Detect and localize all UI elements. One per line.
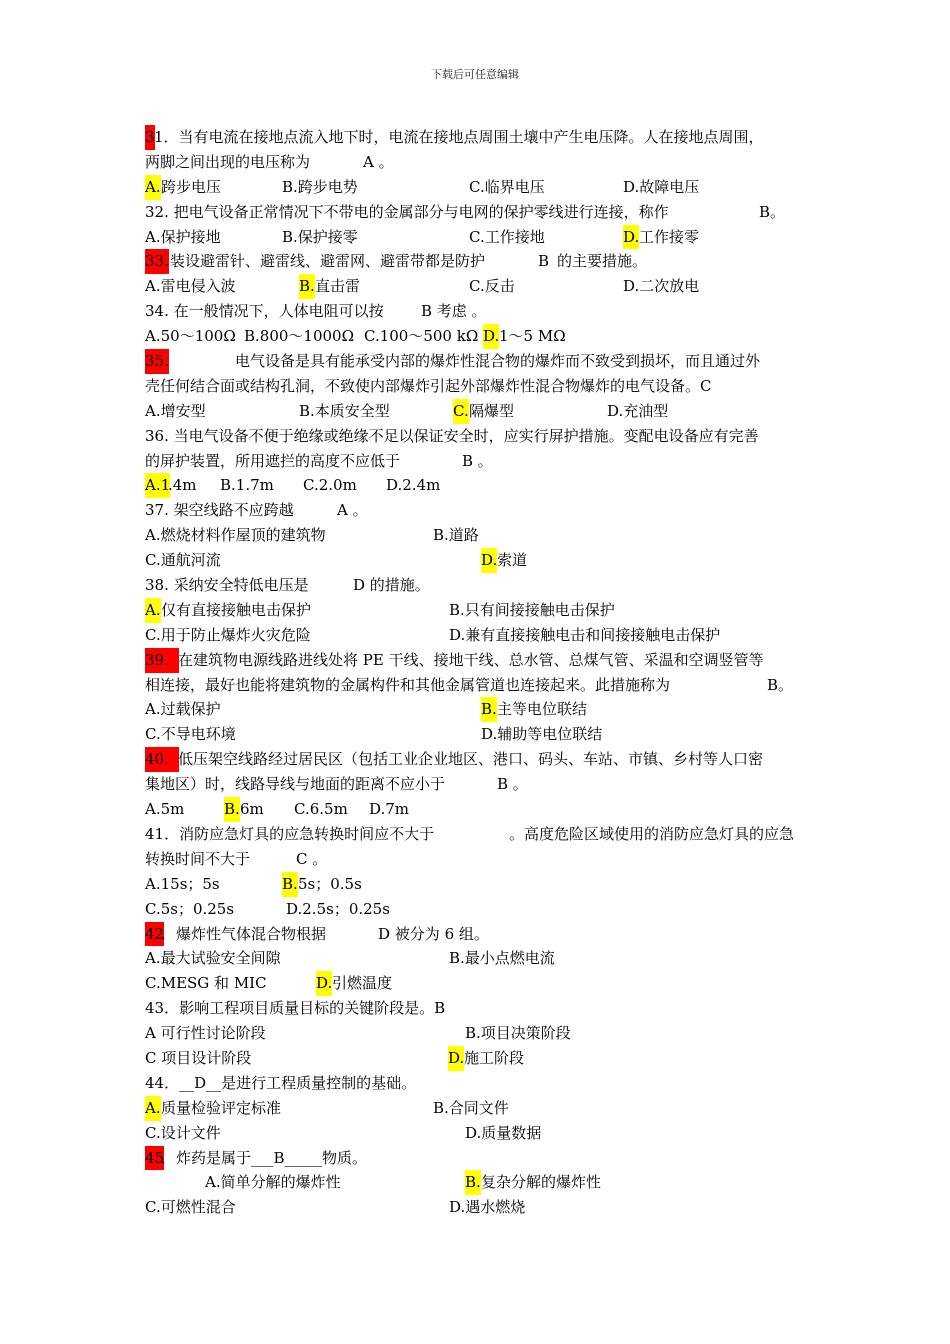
text-line: [145, 573, 835, 598]
text-segment: A.燃烧材料作屋顶的建筑物: [145, 526, 326, 545]
text-segment: C.5s；0.25s: [145, 899, 235, 918]
text-segment: C.临界电压: [469, 177, 545, 196]
answer-highlight: D.: [448, 1046, 464, 1071]
text-line: [145, 548, 835, 573]
text-segment: A.简单分解的爆炸性: [205, 1173, 341, 1192]
text-line: [145, 1046, 835, 1071]
text-segment: A.保护接地: [145, 227, 221, 246]
text-segment: D 的措施。: [353, 576, 430, 595]
text-segment: 44．__D__是进行工程质量控制的基础。: [145, 1073, 417, 1092]
question-number-highlight: 42: [145, 922, 164, 947]
text-segment: C.反击: [469, 277, 515, 296]
page-header: 下载后可任意编辑: [431, 68, 519, 81]
text-segment: D.2.4m: [386, 476, 441, 495]
question-number-highlight: 33.: [145, 249, 169, 274]
text-segment: B。: [767, 675, 794, 694]
text-segment: A.雷电侵入波: [145, 277, 236, 296]
text-segment: D.2.5s；0.25s: [286, 899, 390, 918]
text-line: [145, 399, 835, 424]
text-line: [145, 349, 835, 374]
text-segment: .4m: [168, 476, 197, 495]
text-segment: C.设计文件: [145, 1123, 221, 1142]
text-segment: 集地区）时，线路导线与地面的距离不应小于: [145, 775, 446, 794]
text-segment: C.100～500 kΩ: [364, 327, 479, 346]
text-segment: 低压架空线路经过居民区（包括工业企业地区、港口、码头、车站、市镇、乡村等人口密: [178, 750, 764, 769]
text-segment: D.辅助等电位联结: [481, 725, 603, 744]
answer-highlight: A.1: [145, 473, 170, 498]
text-segment: C.MESG 和 MIC: [145, 974, 267, 993]
text-line: [145, 1096, 835, 1121]
text-line: [145, 175, 835, 200]
text-segment: 引燃温度: [332, 974, 393, 993]
text-segment: C.6.5m: [294, 800, 348, 819]
text-segment: D.二次放电: [623, 277, 700, 296]
text-line: [145, 747, 835, 772]
answer-highlight: D.: [316, 971, 332, 996]
text-segment: D.充油型: [607, 401, 669, 420]
answer-highlight: D.: [483, 324, 499, 349]
text-segment: 索道: [497, 551, 528, 570]
text-segment: D.遇水燃烧: [449, 1198, 526, 1217]
text-line: [145, 946, 835, 971]
text-segment: 壳任何结合面或结构孔洞，不致使内部爆炸引起外部爆炸性混合物爆炸的电气设备。C: [145, 376, 712, 395]
text-line: [145, 299, 835, 324]
text-segment: D 被分为 6 组。: [378, 924, 489, 943]
text-line: [145, 872, 835, 897]
text-segment: 主等电位联结: [497, 700, 588, 719]
text-line: [145, 1170, 835, 1195]
text-line: [145, 449, 835, 474]
text-line: [145, 249, 835, 274]
text-segment: 复杂分解的爆炸性: [481, 1173, 602, 1192]
text-segment: 隔爆型: [469, 401, 515, 420]
text-line: [145, 424, 835, 449]
answer-highlight: C.: [453, 399, 469, 424]
answer-highlight: A.: [145, 175, 161, 200]
text-segment: 1～5 MΩ: [499, 327, 566, 346]
text-segment: 34. 在一般情况下，人体电阻可以按: [145, 302, 384, 321]
answer-highlight: D.: [481, 548, 497, 573]
text-line: [145, 996, 835, 1021]
answer-highlight: B.: [224, 797, 240, 822]
text-line: [145, 822, 835, 847]
text-segment: 在建筑物电源线路进线处将 PE 干线、接地干线、总水管、总煤气管、采温和空调竖管等: [178, 650, 764, 669]
text-line: [145, 1121, 835, 1146]
answer-highlight: B.: [465, 1170, 481, 1195]
question-number-highlight: 40．: [145, 747, 179, 772]
text-segment: B。: [759, 202, 786, 221]
text-segment: 转换时间不大于: [145, 849, 251, 868]
text-segment: 37. 架空线路不应跨越: [145, 501, 294, 520]
text-segment: B.只有间接接触电击保护: [449, 600, 615, 619]
text-segment: 的主要措施。: [557, 252, 648, 271]
text-segment: C.不导电环境: [145, 725, 236, 744]
text-segment: B.项目决策阶段: [465, 1024, 571, 1043]
text-segment: B.800～1000Ω: [244, 327, 355, 346]
text-segment: A.最大试验安全间隙: [145, 949, 281, 968]
text-segment: B 考虑 。: [421, 302, 487, 321]
text-segment: 32. 把电气设备正常情况下不带电的金属部分与电网的保护零线进行连接，称作: [145, 202, 669, 221]
text-segment: A.5m: [145, 800, 185, 819]
text-segment: 。高度危险区域使用的消防应急灯具的应急: [509, 824, 795, 843]
text-segment: B.跨步电势: [282, 177, 358, 196]
text-segment: A.增安型: [145, 401, 206, 420]
text-segment: C 。: [296, 849, 328, 868]
text-line: [145, 374, 835, 399]
text-line: [145, 697, 835, 722]
text-segment: C 项目设计阶段: [145, 1048, 252, 1067]
answer-highlight: B.: [282, 872, 298, 897]
text-segment: C.用于防止爆炸火灾危险: [145, 625, 311, 644]
text-segment: C.通航河流: [145, 551, 221, 570]
text-segment: B.保护接零: [282, 227, 358, 246]
text-line: [145, 324, 835, 349]
text-segment: 43．影响工程项目质量目标的关键阶段是。B: [145, 999, 446, 1018]
text-segment: 38. 采纳安全特低电压是: [145, 576, 309, 595]
text-segment: A 。: [363, 152, 394, 171]
question-number-highlight: 39．: [145, 648, 179, 673]
answer-highlight: B.: [481, 697, 497, 722]
text-line: [145, 1021, 835, 1046]
text-segment: 5s；0.5s: [298, 874, 362, 893]
text-line: [145, 498, 835, 523]
text-segment: D.质量数据: [465, 1123, 542, 1142]
text-segment: B 。: [462, 451, 493, 470]
text-line: [145, 673, 835, 698]
text-line: [145, 200, 835, 225]
text-line: [145, 1146, 835, 1171]
text-segment: 仅有直接接触电击保护: [161, 600, 312, 619]
text-line: [145, 225, 835, 250]
answer-highlight: A.: [145, 1096, 161, 1121]
text-segment: A.15s；5s: [145, 874, 220, 893]
text-line: [145, 125, 835, 150]
text-segment: D.7m: [369, 800, 410, 819]
text-line: [145, 772, 835, 797]
text-segment: ．炸药是属于___B_____物质。: [161, 1148, 368, 1167]
text-line: [145, 523, 835, 548]
text-segment: B.道路: [433, 526, 479, 545]
question-number-highlight: 45: [145, 1146, 164, 1171]
text-line: [145, 274, 835, 299]
text-line: [145, 847, 835, 872]
text-segment: 直击雷: [315, 277, 361, 296]
answer-highlight: D.: [623, 225, 639, 250]
text-line: [145, 797, 835, 822]
text-segment: 两脚之间出现的电压称为: [145, 152, 311, 171]
text-line: [145, 971, 835, 996]
text-line: [145, 922, 835, 947]
text-segment: A 。: [337, 501, 368, 520]
text-line: [145, 598, 835, 623]
text-line: [145, 1071, 835, 1096]
text-line: [145, 623, 835, 648]
text-segment: B: [538, 252, 550, 271]
text-segment: 相连接，最好也能将建筑物的金属构件和其他金属管道也连接起来。此措施称为: [145, 675, 671, 694]
text-segment: B.本质安全型: [299, 401, 390, 420]
text-segment: 施工阶段: [464, 1048, 525, 1067]
text-line: [145, 150, 835, 175]
text-segment: 质量检验评定标准: [161, 1098, 282, 1117]
text-segment: B.合同文件: [433, 1098, 509, 1117]
text-segment: 1．当有电流在接地点流入地下时，电流在接地点周围土壤中产生电压降。人在接地点周围，: [154, 128, 764, 146]
text-segment: B 。: [497, 775, 528, 794]
text-segment: 工作接零: [639, 227, 700, 246]
question-number-highlight: 3: [145, 125, 155, 150]
text-segment: D.故障电压: [623, 177, 700, 196]
text-line: [145, 473, 835, 498]
text-segment: B.1.7m: [220, 476, 274, 495]
text-line: [145, 1195, 835, 1220]
text-segment: D.兼有直接接触电击和间接接触电击保护: [449, 625, 721, 644]
text-segment: 装设避雷针、避雷线、避雷网、避雷带都是防护: [170, 252, 486, 271]
text-segment: B.最小点燃电流: [449, 949, 555, 968]
text-segment: 的屏护装置，所用遮拦的高度不应低于: [145, 451, 401, 470]
text-line: [145, 648, 835, 673]
text-line: [145, 722, 835, 747]
text-segment: A.50～100Ω: [145, 327, 236, 346]
text-segment: C.工作接地: [469, 227, 545, 246]
answer-highlight: A.: [145, 598, 161, 623]
question-number-highlight: 35.: [145, 349, 169, 374]
text-segment: C.2.0m: [303, 476, 357, 495]
text-segment: A.过载保护: [145, 700, 221, 719]
text-segment: 电气设备是具有能承受内部的爆炸性混合物的爆炸而不致受到损坏，而且通过外: [235, 352, 761, 371]
text-segment: ．爆炸性气体混合物根据: [161, 924, 327, 943]
text-segment: 6m: [240, 800, 264, 819]
answer-highlight: B.: [299, 274, 315, 299]
text-segment: 36. 当电气设备不便于绝缘或绝缘不足以保证安全时，应实行屏护措施。变配电设备应有完善: [145, 426, 759, 445]
text-segment: A 可行性讨论阶段: [145, 1024, 266, 1043]
text-line: [145, 897, 835, 922]
question-list: [145, 125, 835, 1220]
text-segment: 41．消防应急灯具的应急转换时间应不大于: [145, 824, 435, 843]
text-segment: 跨步电压: [161, 177, 222, 196]
text-segment: C.可燃性混合: [145, 1198, 236, 1217]
